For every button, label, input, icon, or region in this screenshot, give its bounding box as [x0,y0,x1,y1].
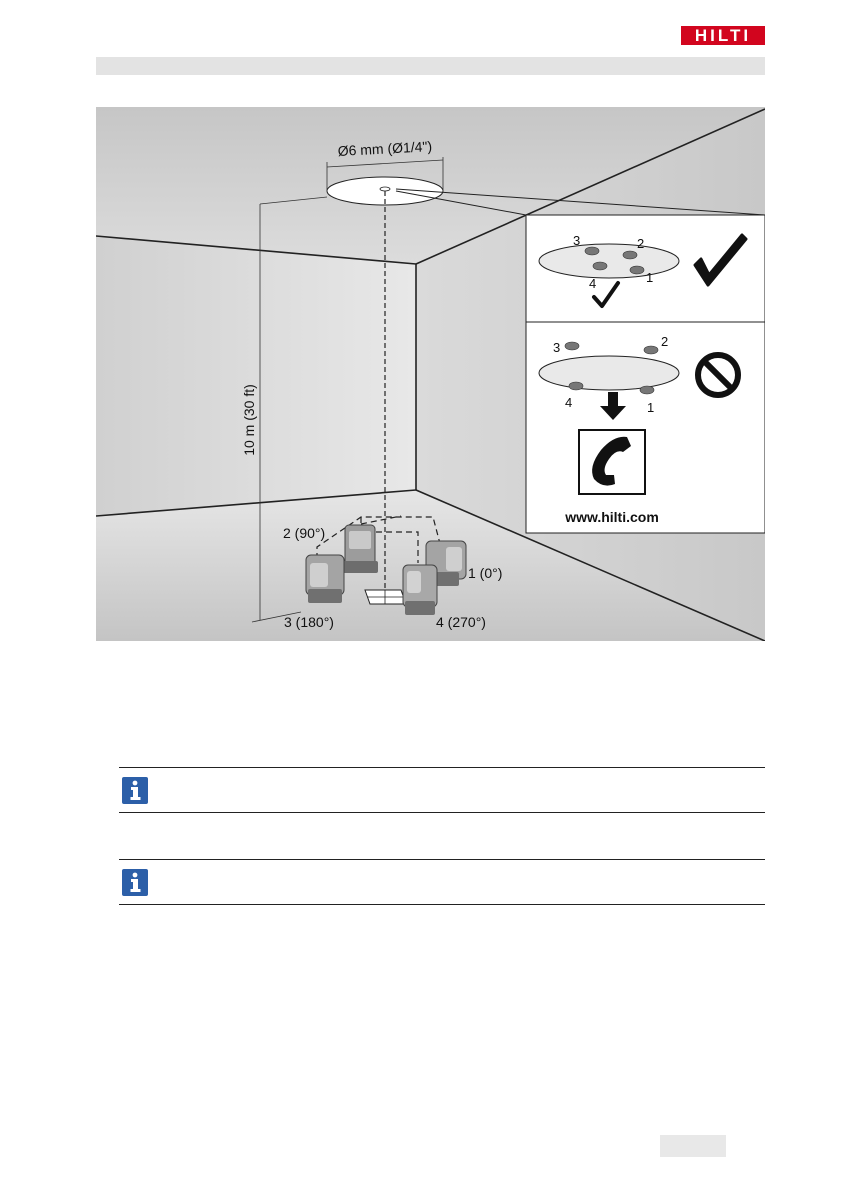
fail-point-2: 2 [661,334,669,349]
ok-point-4: 4 [589,276,597,291]
laser-device-2 [342,525,378,573]
position-label-4: 4 (270°) [436,614,486,630]
left-wall [96,236,416,516]
fail-point-3: 3 [553,340,561,355]
fail-point-4: 4 [565,395,573,410]
ok-point-1: 1 [646,270,654,285]
position-label-2: 2 (90°) [283,525,326,541]
fail-point-1: 1 [647,400,655,415]
logo-text: HILTI [694,26,752,45]
diameter-label: Ø6 mm (Ø1/4") [337,138,433,159]
header-bar [96,57,765,75]
calibration-figure [96,107,765,641]
height-label: 10 m (30 ft) [241,384,257,456]
position-label-1: 1 (0°) [468,565,503,581]
service-url: www.hilti.com [565,509,659,525]
info-icon [122,869,148,896]
position-label-3: 3 (180°) [284,614,334,630]
info-note-1 [119,767,765,813]
hilti-logo [681,26,765,45]
laser-device-4 [403,565,437,615]
ok-point-3: 3 [573,233,581,248]
info-note-2 [119,859,765,905]
laser-device-3 [306,555,344,603]
info-icon [122,777,148,804]
page-number-badge [660,1135,726,1157]
ok-point-2: 2 [637,236,645,251]
